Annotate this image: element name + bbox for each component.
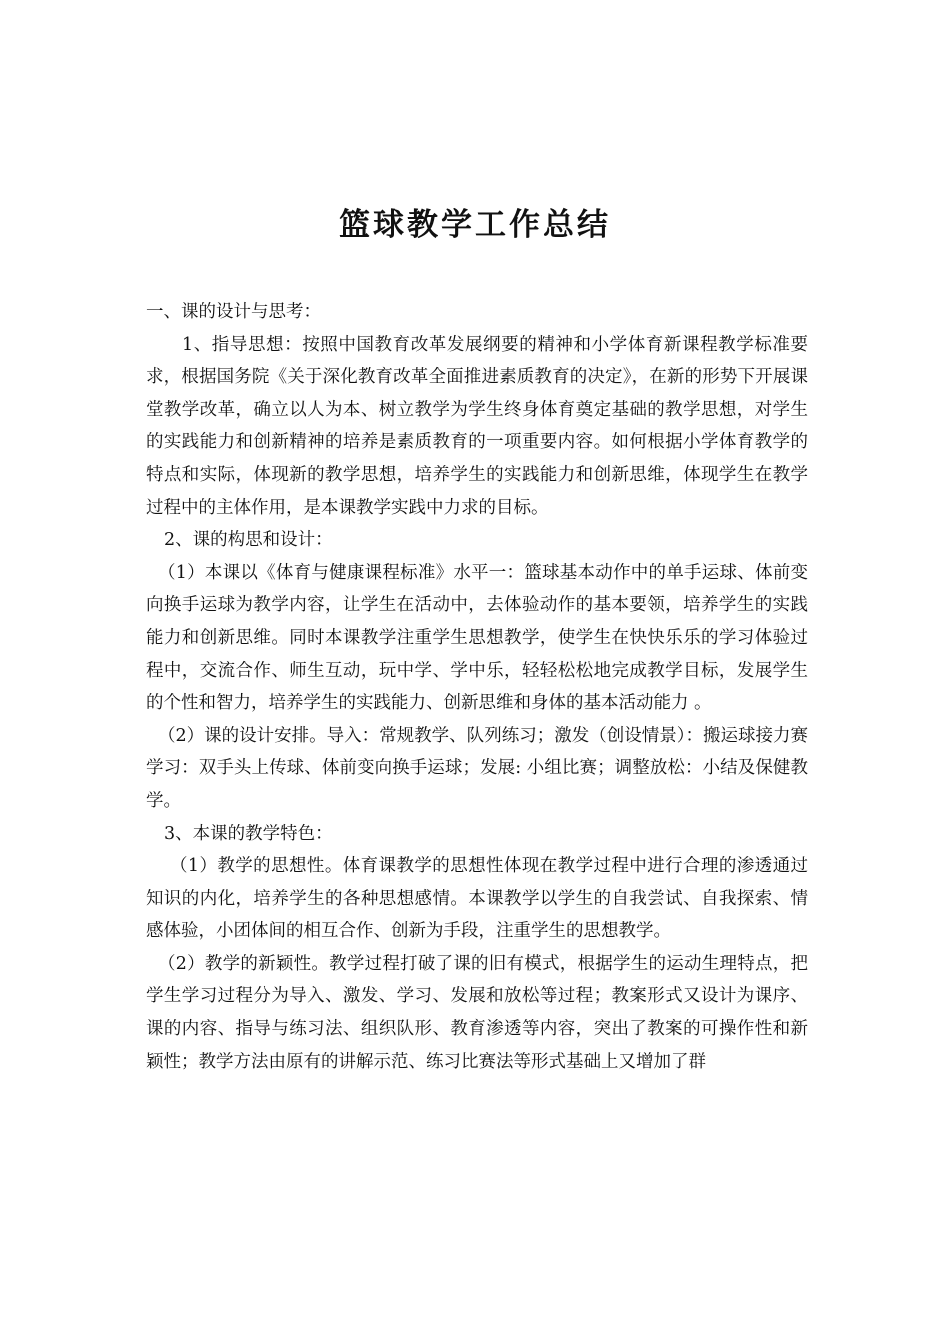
document-body (146, 296, 808, 1078)
subheading-course-concept: 2、课的构思和设计： (164, 530, 333, 551)
paragraph-novelty: （2）教学的新颖性。教学过程打破了课的旧有模式，根据学生的运动生理特点，把学生学习过程分为导入、激发、学习、发展和放松等过程；教案形式又设计为课序、课的内容、指导与练习法、组织队形、教育渗透等内容，突出了教案的可操作性和新颖性；教学方法由原有的讲解示范、练习比赛法等形式基础上又增加了群 (146, 953, 808, 1072)
subheading-teaching-features: 3、本课的教学特色： (164, 823, 333, 844)
paragraph-course-content: （1）本课以《体育与健康课程标准》水平一：篮球基本动作中的单手运球、体前变向换手运球为教学内容，让学生在活动中，去体验动作的基本要领，培养学生的实践能力和创新思维。同时本课教学注重学生思想教学，使学生在快快乐乐的学习体验过程中，交流合作、师生互动，玩中学、学中乐，轻轻松松地完成教学目标，发展学生的个性和智力，培养学生的实践能力、创新思维和身体的基本活动能力 。 (146, 562, 808, 714)
paragraph-course-arrangement: （2）课的设计安排。导入：常规教学、队列练习；激发（创设情景）：搬运球接力赛学习：双手头上传球、体前变向换手运球；发展: 小组比赛；调整放松：小结及保健教学。 (146, 725, 808, 811)
paragraph-guiding-ideology: 1、指导思想：按照中国教育改革发展纲要的精神和小学体育新课程教学标准要求，根据国务院《关于深化教育改革全面推进素质教育的决定》，在新的形势下开展课堂教学改革，确立以人为本、树立教学为学生终身体育奠定基础的教学思想，对学生的实践能力和创新精神的培养是素质教育的一项重要内容。如何根据小学体育教学的特点和实际，体现新的教学思想，培养学生的实践能力和创新思维，体现学生在教学过程中的主体作用，是本课教学实践中力求的目标。 (146, 334, 808, 518)
section-heading-course-design: 一、课的设计与思考： (146, 302, 321, 322)
paragraph-ideological-nature: （1）教学的思想性。体育课教学的思想性体现在教学过程中进行合理的渗透通过知识的内化，培养学生的各种思想感情。本课教学以学生的自我尝试、自我探索、情感体验，小团体间的相互合作、创新为手段，注重学生的思想教学。 (146, 856, 808, 942)
document-title: 篮球教学工作总结 (339, 207, 611, 243)
